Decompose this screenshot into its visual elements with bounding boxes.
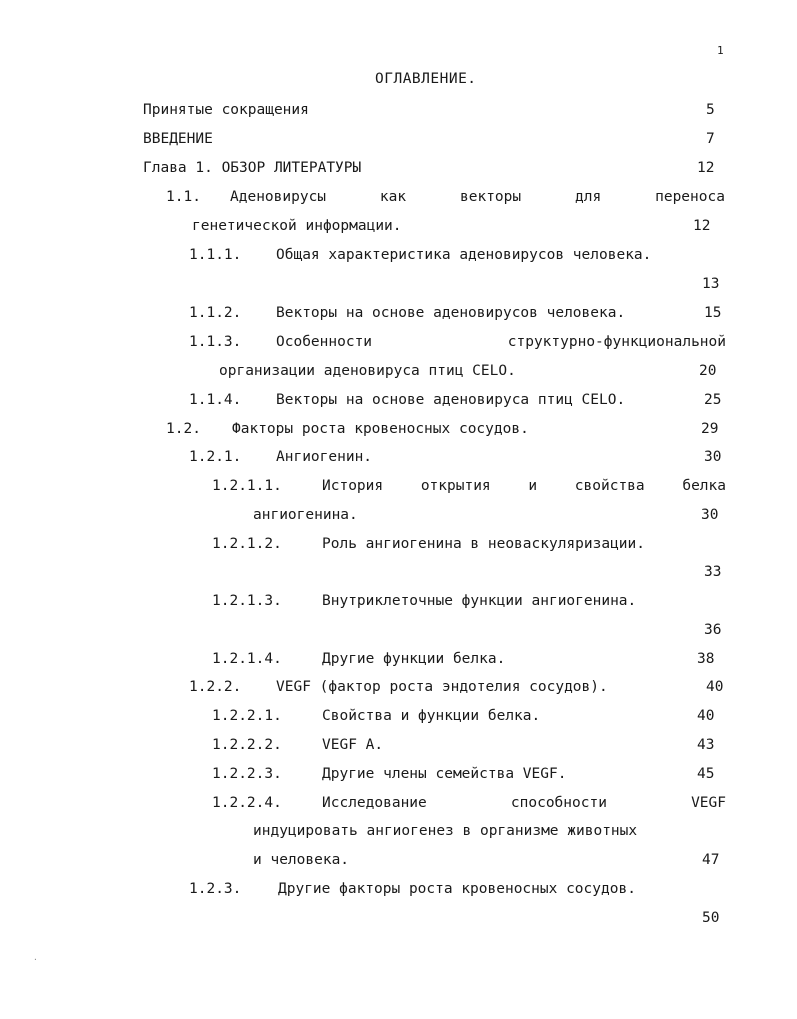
toc-entry-continuation: ангиогенина. (253, 507, 358, 523)
toc-entry-continuation: индуцировать ангиогенез в организме животных (253, 823, 638, 839)
toc-page-number: 40 (706, 679, 724, 695)
toc-page-number: 12 (697, 160, 715, 176)
toc-section-number: 1.2.1.2. (212, 536, 282, 552)
toc-page-number: 33 (704, 564, 722, 580)
toc-word: VEGF (691, 795, 726, 811)
toc-entry-text: Свойства и функции белка. (322, 708, 541, 724)
toc-page-number: 29 (701, 421, 719, 437)
toc-word: способности (510, 795, 607, 811)
toc-entry-text: Другие факторы роста кровеносных сосудов. (278, 881, 636, 897)
toc-entry-text: ВВЕДЕНИЕ (143, 131, 213, 147)
toc-entry-text: Общая характеристика аденовирусов человека. (276, 247, 652, 263)
toc-entry-text: Другие члены семейства VEGF. (322, 766, 567, 782)
toc-word: свойства (574, 478, 645, 494)
toc-page-number: 30 (704, 449, 722, 465)
toc-page-number: 30 (701, 507, 719, 523)
toc-page-number: 20 (699, 363, 717, 379)
toc-entry-text: Глава 1. ОБЗОР ЛИТЕРАТУРЫ (143, 160, 362, 176)
toc-section-number: 1.1. (166, 189, 201, 205)
toc-word: как (379, 189, 407, 205)
toc-entry-text (230, 187, 725, 207)
toc-entry-text: VEGF (фактор роста эндотелия сосудов). (276, 679, 608, 695)
toc-section-number: 1.2.2.4. (212, 795, 282, 811)
toc-page-number: 47 (702, 852, 720, 868)
toc-page-number: 15 (704, 305, 722, 321)
toc-page-number: 7 (706, 131, 715, 147)
toc-word: Особенности (276, 334, 373, 350)
toc-section-number: 1.1.4. (189, 392, 242, 408)
toc-entry-text: Роль ангиогенина в неоваскуляризации. (322, 536, 646, 552)
toc-section-number: 1.2.1.4. (212, 651, 282, 667)
toc-word: векторы (460, 189, 522, 205)
toc-section-number: 1.2.2.1. (212, 708, 282, 724)
toc-entry-text: Другие функции белка. (322, 651, 506, 667)
toc-entry-continuation: и человека. (253, 852, 350, 868)
toc-page-number: 38 (697, 651, 715, 667)
toc-section-number: 1.2.2. (189, 679, 242, 695)
toc-section-number: 1.1.2. (189, 305, 242, 321)
toc-page-number: 45 (697, 766, 715, 782)
toc-section-number: 1.2.2.2. (212, 737, 282, 753)
toc-page-number: 13 (702, 276, 720, 292)
toc-word: белка (682, 478, 726, 494)
toc-entry-continuation: организации аденовируса птиц CELO. (219, 363, 516, 379)
toc-entry-text: Факторы роста кровеносных сосудов. (232, 421, 529, 437)
toc-section-number: 1.1.1. (189, 247, 242, 263)
toc-section-number: 1.2.2.3. (212, 766, 282, 782)
toc-word: История (322, 478, 384, 494)
toc-entry-text: Векторы на основе аденовируса птиц CELO. (276, 392, 626, 408)
toc-page-number: 50 (702, 910, 720, 926)
toc-word: и (528, 478, 538, 494)
toc-entry-text: VEGF A. (322, 737, 384, 753)
toc-entry-text: Внутриклеточные функции ангиогенина. (322, 593, 637, 609)
toc-entry-text (322, 476, 726, 496)
toc-section-number: 1.1.3. (189, 334, 242, 350)
toc-section-number: 1.2.1.1. (212, 478, 282, 494)
toc-page-number: 36 (704, 622, 722, 638)
toc-page-number: 40 (697, 708, 715, 724)
toc-page-number: 43 (697, 737, 715, 753)
toc-entry-text (276, 332, 726, 352)
toc-title: ОГЛАВЛЕНИЕ. (375, 71, 477, 87)
toc-section-number: 1.2. (166, 421, 201, 437)
toc-word: структурно-функциональной (507, 334, 726, 350)
toc-word: Исследование (322, 795, 427, 811)
toc-word: переноса (655, 189, 725, 205)
scan-artifact: · (33, 955, 38, 964)
toc-section-number: 1.2.1.3. (212, 593, 282, 609)
toc-page-number: 5 (706, 102, 715, 118)
toc-entry-continuation: генетической информации. (192, 218, 402, 234)
toc-entry-text: Принятые сокращения (143, 102, 309, 118)
toc-word: Аденовирусы (230, 189, 327, 205)
toc-word: открытия (420, 478, 491, 494)
page-number: 1 (717, 44, 724, 57)
toc-page-number: 25 (704, 392, 722, 408)
toc-entry-text (322, 793, 726, 813)
toc-page-number: 12 (693, 218, 711, 234)
toc-section-number: 1.2.3. (189, 881, 242, 897)
toc-entry-text: Ангиогенин. (276, 449, 373, 465)
toc-word: для (575, 189, 602, 205)
toc-section-number: 1.2.1. (189, 449, 242, 465)
toc-entry-text: Векторы на основе аденовирусов человека. (276, 305, 626, 321)
